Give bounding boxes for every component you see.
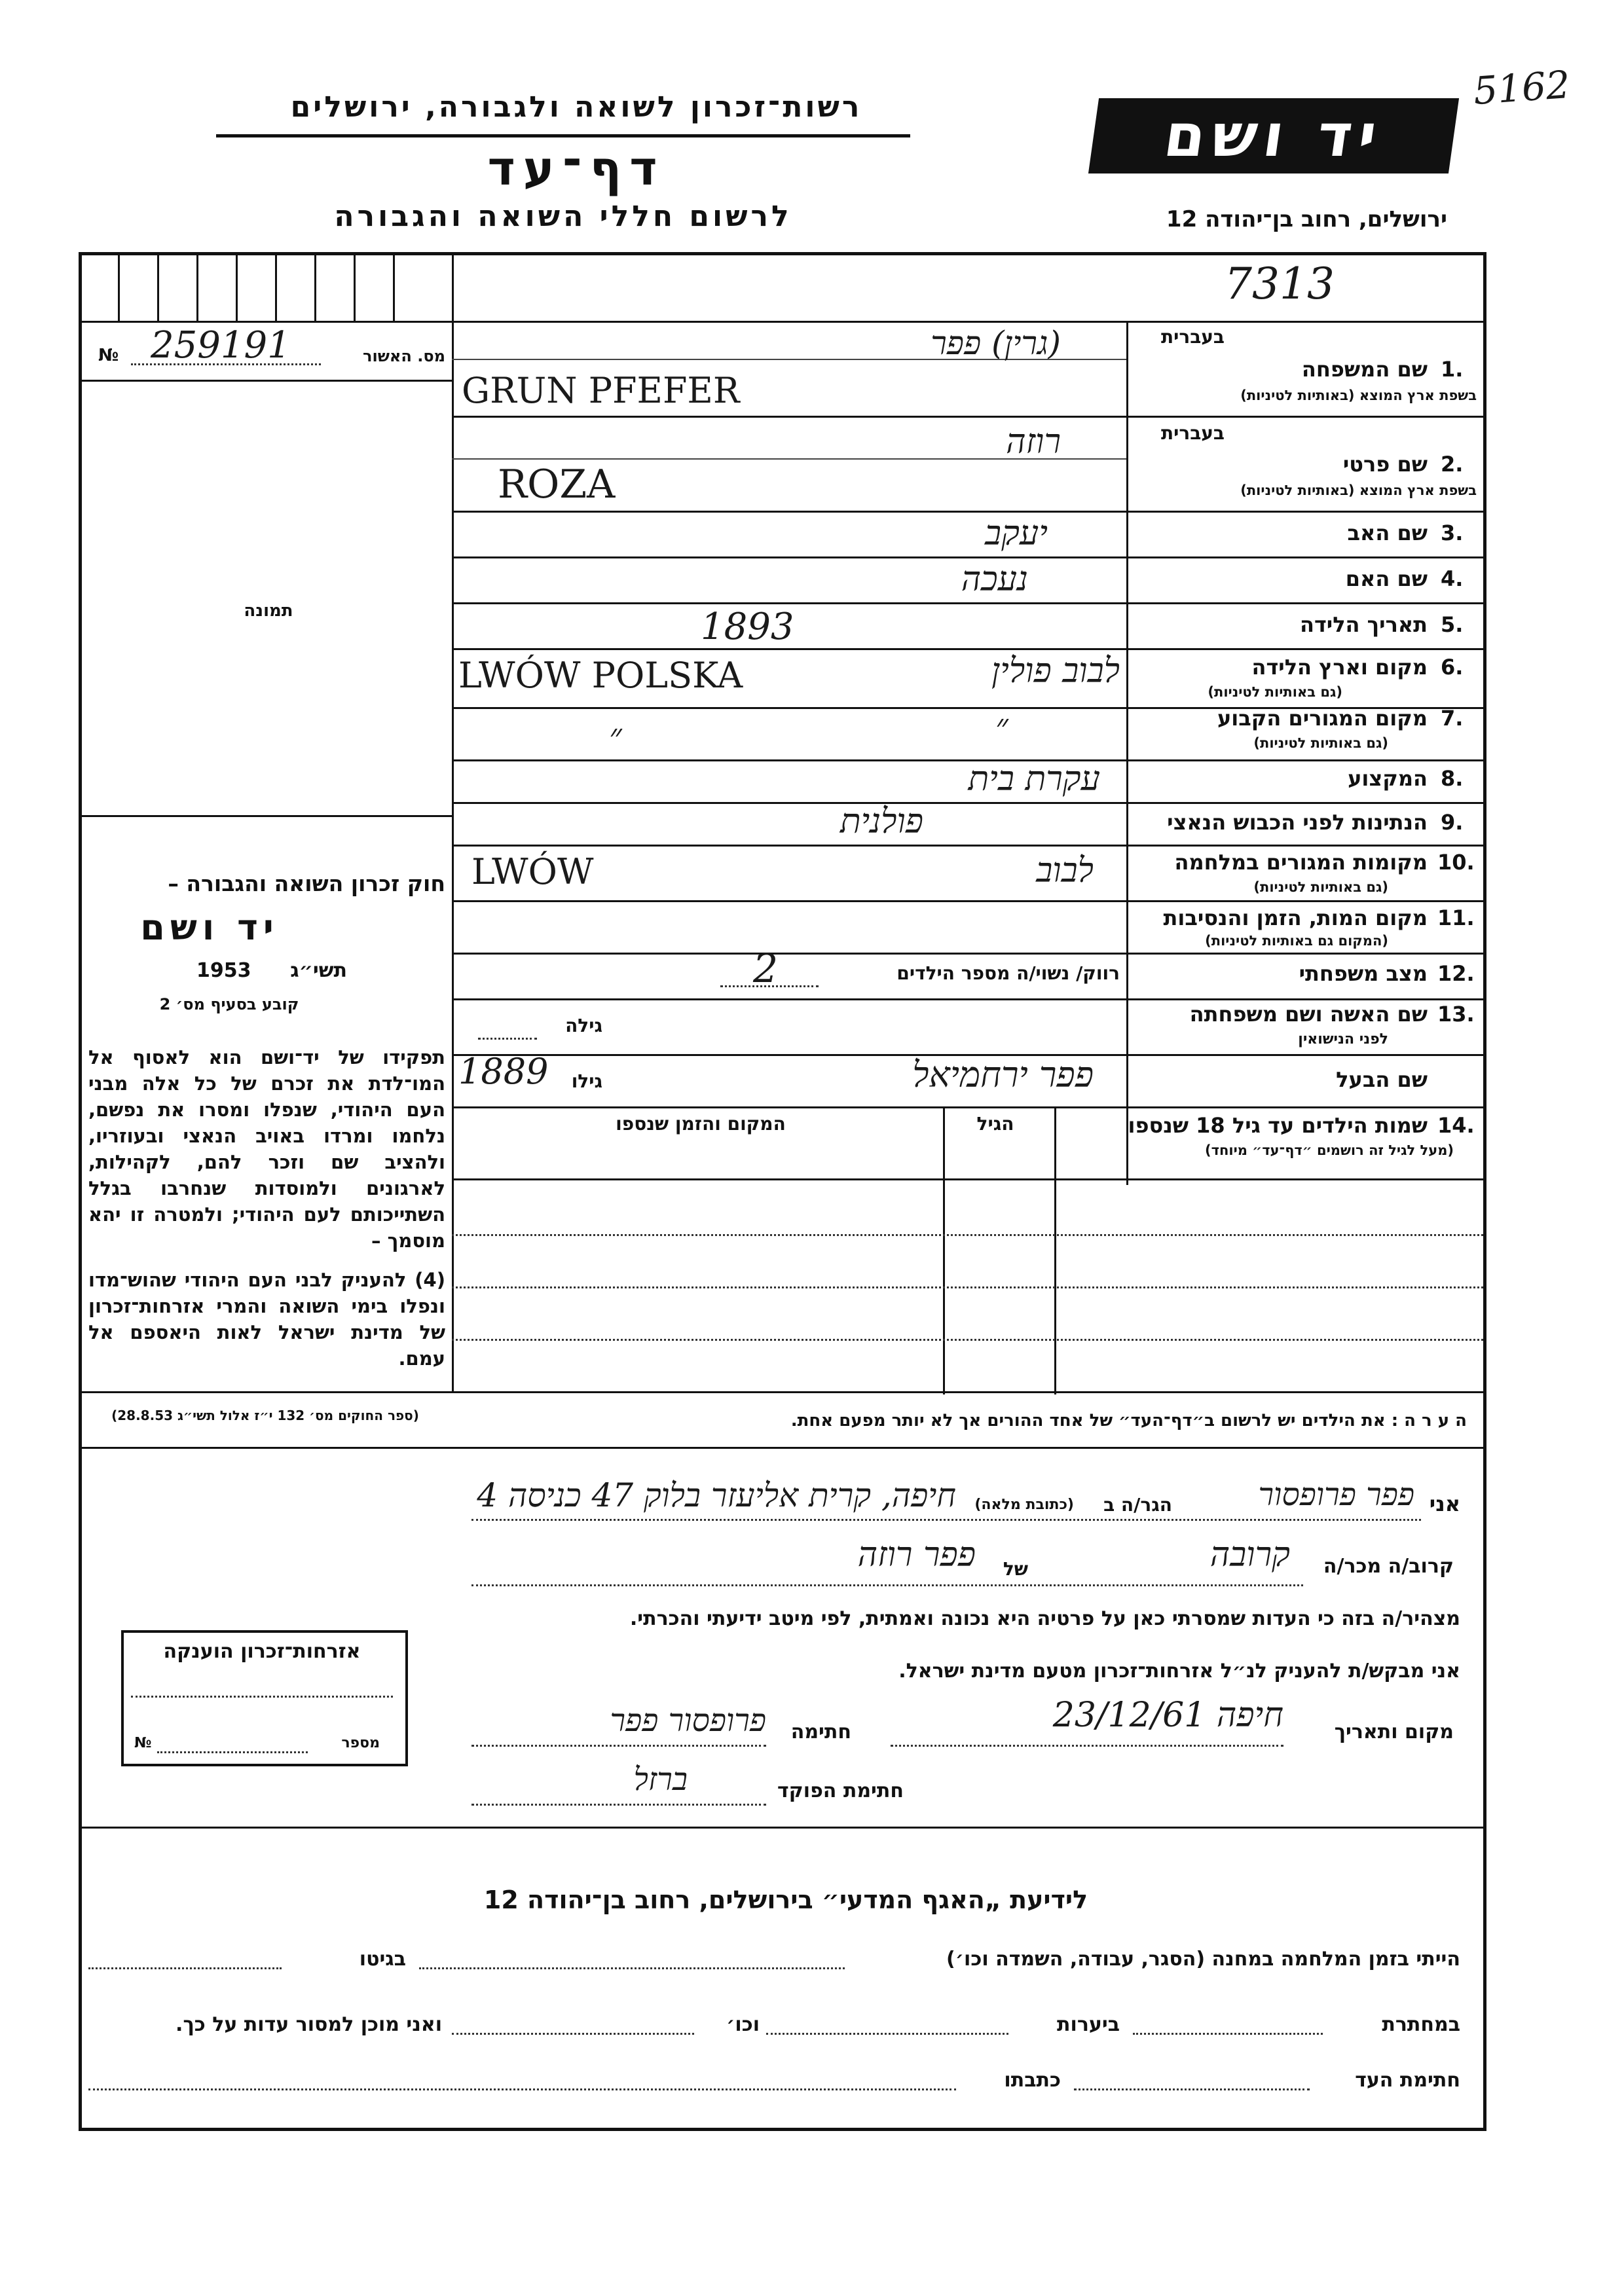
decl-statement: מצהיר/ה בזה כי העדות שמסרתי כאן על פרטיה היא נכונה ואמתית, לפי מיטב ידיעתי והכרתי.	[629, 1607, 1460, 1630]
science-line3-a: חתימת העד	[1355, 2069, 1460, 2092]
field-6-value-lat: LWÓW POLSKA	[458, 655, 743, 696]
authority-title: רשות־זכרון לשואה ולגבורה, ירושלים	[290, 90, 862, 124]
citizenship-title: אזרחות־זכרון הוענקה	[163, 1640, 361, 1663]
header-underline	[216, 134, 910, 137]
children-sub: (מעל לגיל זה רושמים ״דף־עד״ מיוחד)	[1205, 1142, 1454, 1158]
field-2-value-heb: רוזה	[1006, 422, 1061, 462]
science-line2-c: וכו׳	[726, 2013, 760, 2036]
photo-label: תמונה	[244, 601, 293, 621]
field-6-value-heb: לבוב פולין	[991, 651, 1120, 691]
husband-age-label: גילו	[571, 1070, 602, 1092]
field-7-sub: (גם באותיות לטיניות)	[1253, 735, 1388, 751]
field-1-value-heb: (גרין) פפר	[931, 324, 1061, 362]
field-1-value-lat: GRUN PFEFER	[462, 370, 740, 411]
field-10-value-heb: לבוב	[1036, 851, 1094, 890]
field-10-num: 10.	[1437, 850, 1475, 875]
husband-label: שם הבעל	[1336, 1067, 1428, 1092]
field-1-label: שם המשפחה	[1301, 357, 1428, 382]
decl-officer-signature: ברזל	[633, 1761, 688, 1798]
children-col-age: הגיל	[976, 1113, 1014, 1135]
law-clause: קובע בסעיף מס׳ 2	[159, 995, 299, 1013]
field-5-label: תאריך הלידה	[1299, 612, 1428, 637]
file-number: 7313	[1225, 259, 1335, 309]
citizenship-number-label: מספר	[341, 1735, 380, 1751]
field-13-label: שם האשה ושם משפחתה	[1189, 1002, 1428, 1027]
field-1-num: 1.	[1441, 357, 1464, 382]
yad-vashem-logo	[1088, 98, 1459, 173]
law-year: 1953	[196, 959, 251, 982]
decl-officer-label: חתימת הפוקד	[777, 1779, 904, 1802]
approval-label: מס. האשור	[363, 347, 445, 365]
children-col-place: המקום והזמן שנספו	[616, 1113, 786, 1135]
law-text-1: תפקידו של יד־ושם הוא לאסוף אל המו־לדת את זכרם של כל אלה מבני העם היהודי, שנפלו ומסרו את נפשם, נלחמו ומרדו באויב הנאצי ובעוזריו, ולהציב שם וזכר להם, לקהילות, לארגונים ולמוסדות שנחרבו בגלל השתייכותם לעם היהודי; ולמטרה זו יהא מוסמך –	[88, 1046, 445, 1252]
field-5-value: 1893	[701, 606, 794, 648]
left-column-divider	[452, 255, 454, 1391]
decl-of-value: פפר רוזה	[857, 1535, 976, 1575]
field-11-sub: (המקום גם באותיות לטיניות)	[1205, 933, 1388, 949]
husband-value: פפר ירחמיאל	[912, 1054, 1094, 1095]
decl-signature: פרופסור פפר	[610, 1702, 766, 1739]
decl-hagar-label: הגר/ה ב	[1103, 1494, 1172, 1516]
field-12-num: 12.	[1437, 961, 1475, 986]
decl-name: פפר פרופסור	[1258, 1476, 1414, 1513]
field-12-value: 2	[753, 946, 779, 992]
field-11-label: מקום המות, הזמן והנסיבות	[1163, 905, 1428, 930]
field-1-sub-lat: בשפת ארץ המוצא (באותיות לטיניות)	[1240, 388, 1477, 403]
field-2-value-lat: ROZA	[498, 462, 616, 507]
field-7-value-lat: ״	[609, 717, 622, 756]
decl-of-label: של	[1003, 1558, 1028, 1580]
decl-relative-label: קרוב/ה מכר/ה	[1323, 1555, 1454, 1578]
field-3-num: 3.	[1441, 520, 1464, 545]
decl-signature-label: חתימה	[790, 1721, 851, 1743]
field-2-sub-lat: בשפת ארץ המוצא (באותיות לטיניות)	[1240, 483, 1477, 498]
science-line2-d: ואני מוכן למסור עדות על כך.	[175, 2013, 442, 2036]
field-2-sub-heb: בעברית	[1160, 422, 1225, 444]
decl-address: חיפה, קרית אליעזר בלוק 47 כניסה 4	[477, 1476, 956, 1514]
science-line2-a: במחתרת	[1382, 2013, 1460, 2036]
field-8-num: 8.	[1441, 766, 1464, 791]
field-12-inline-label: רווק/ נשוי/ה מספר הילדים	[896, 962, 1120, 984]
field-10-sub: (גם באותיות לטיניות)	[1253, 879, 1388, 895]
note-text: ה ע ר ה : את הילדים יש לרשום ב״דף־העד״ של אחד ההורים אך לא יותר מפעם אחת.	[790, 1411, 1467, 1430]
law-text-2: (4) להעניק לבני העם היהודי שהוש־מדו ונפלו בימי השואה והמרי אזרחות־זכרון של מדינת ישראל לאות היאספם אל עמם.	[88, 1269, 445, 1370]
field-2-num: 2.	[1441, 452, 1464, 477]
field-11-num: 11.	[1437, 905, 1475, 930]
law-year-heb: תשי״ג	[290, 959, 347, 982]
form-title: דף־עד	[487, 141, 665, 196]
field-10-label: מקומות המגורים במלחמה	[1174, 850, 1428, 875]
science-line1-b: בגיטו	[359, 1948, 406, 1971]
field-9-num: 9.	[1441, 810, 1464, 835]
field-9-value-top: עקרת בית	[968, 759, 1100, 799]
husband-age: 1889	[458, 1051, 549, 1092]
science-line2-b: ביערות	[1057, 2013, 1120, 2036]
decl-place-date: חיפה 23/12/61	[1052, 1696, 1283, 1735]
decl-request: אני מבקש/ת להעניק לנ״ל אזרחות־זכרון מטעם מדינת ישראל.	[898, 1660, 1460, 1683]
decl-relation: קרובה	[1209, 1535, 1290, 1575]
science-line3-b: כתבתו	[1004, 2069, 1061, 2092]
science-line1-a: הייתי בזמן המלחמה במחנה (הסגר, עבודה, השמדה וכו׳)	[946, 1948, 1460, 1971]
field-7-num: 7.	[1441, 706, 1464, 731]
field-3-value: יעקב	[985, 514, 1048, 553]
form-subtitle: לרשום חללי השואה והגבורה	[334, 200, 792, 233]
field-8-label: המקצוע	[1348, 766, 1428, 791]
field-2-label: שם פרטי	[1342, 452, 1428, 477]
law-citation: (ספר החוקים מס׳ 132 י״ז אלול תשי״ג 28.8.53)	[111, 1408, 419, 1423]
law-name: יד ושם	[140, 907, 279, 948]
field-9-label: הנתינות לפני הכבוש הנאצי	[1167, 810, 1428, 835]
decl-address-hint: (כתובת מלאה)	[974, 1497, 1074, 1513]
approval-no-label: №	[98, 346, 119, 365]
field-4-num: 4.	[1441, 566, 1464, 591]
field-4-value: נעכה	[961, 560, 1028, 599]
science-title: לידיעת „האגף המדעי״ בירושלים, רחוב בן־יהודה 12	[483, 1886, 1088, 1914]
field-1-sub-heb: בעברית	[1160, 326, 1225, 348]
field-5-num: 5.	[1441, 612, 1464, 637]
field-7-label: מקום המגורים הקבוע	[1217, 706, 1428, 731]
approval-number: 259191	[151, 324, 291, 367]
field-4-label: שם האם	[1345, 566, 1428, 591]
stamp-number: 5162	[1471, 62, 1572, 114]
law-title: חוק זכרון השואה והגבורה –	[168, 871, 445, 896]
children-label: שמות הילדים עד גיל 18 שנספו	[1128, 1113, 1428, 1138]
citizenship-no: №	[134, 1735, 152, 1751]
field-10-value-lat: LWÓW	[471, 851, 594, 892]
field-3-label: שם האב	[1347, 520, 1428, 545]
field-6-sub: (גם באותיות לטיניות)	[1208, 684, 1342, 700]
field-13-age-label: גילה	[565, 1015, 602, 1036]
field-13-num: 13.	[1437, 1002, 1475, 1027]
field-13-sub: לפני הנישואין	[1298, 1031, 1388, 1048]
decl-ani: אני	[1429, 1491, 1460, 1516]
field-6-label: מקום וארץ הלידה	[1251, 655, 1428, 680]
field-7-value-heb: ״	[995, 707, 1008, 746]
field-9-value: פולנית	[840, 802, 923, 841]
decl-place-date-label: מקום ותאריך	[1334, 1721, 1454, 1743]
header-address: ירושלים, רחוב בן־יהודה 12	[1166, 206, 1447, 232]
children-num: 14.	[1437, 1113, 1475, 1138]
logo-text: יד ושם	[1160, 101, 1388, 170]
field-12-label: מצב משפחתי	[1299, 961, 1428, 986]
field-6-num: 6.	[1441, 655, 1464, 680]
